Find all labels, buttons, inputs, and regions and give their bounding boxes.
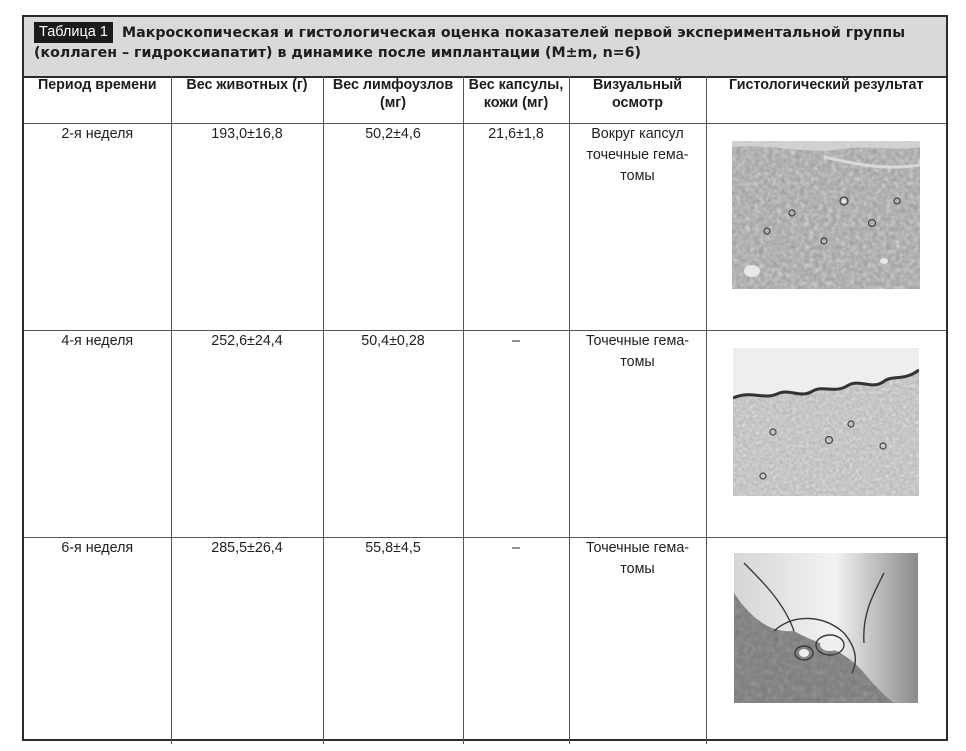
cell-lymph-weight: 50,2±4,6 — [323, 123, 463, 330]
cell-capsule-weight: 21,6±1,8 — [463, 123, 569, 330]
cell-animal-weight: 252,6±24,4 — [171, 330, 323, 537]
header-histology: Гистологический результат — [706, 76, 946, 123]
header-animal-weight: Вес животных (г) — [171, 76, 323, 123]
cell-visual: Вокруг капсул точечные гема-томы — [569, 123, 706, 330]
histology-micrograph-week-4 — [733, 348, 919, 496]
header-lymph-weight: Вес лимфоузлов (мг) — [323, 76, 463, 123]
header-capsule-weight: Вес капсулы, кожи (мг) — [463, 76, 569, 123]
cell-lymph-weight: 50,4±0,28 — [323, 330, 463, 537]
data-table — [24, 76, 946, 744]
table-number-badge: Таблица 1 — [34, 22, 113, 43]
table-row — [24, 537, 946, 744]
cell-histology — [706, 330, 946, 537]
histology-micrograph-week-6 — [734, 553, 918, 703]
cell-lymph-weight: 55,8±4,5 — [323, 537, 463, 744]
cell-period: 4-я неделя — [24, 330, 171, 537]
cell-period: 6-я неделя — [24, 537, 171, 744]
cell-animal-weight: 285,5±26,4 — [171, 537, 323, 744]
table-frame — [22, 15, 948, 741]
header-visual: Визуальный осмотр — [569, 76, 706, 123]
cell-capsule-weight: – — [463, 537, 569, 744]
histology-micrograph-week-2 — [732, 141, 920, 289]
table-caption — [24, 17, 946, 78]
table-row — [24, 330, 946, 537]
cell-visual: Точечные гема-томы — [569, 330, 706, 537]
cell-animal-weight: 193,0±16,8 — [171, 123, 323, 330]
header-row — [24, 76, 946, 123]
cell-period: 2-я неделя — [24, 123, 171, 330]
cell-capsule-weight: – — [463, 330, 569, 537]
cell-histology — [706, 537, 946, 744]
table-row — [24, 123, 946, 330]
header-period: Период времени — [24, 76, 171, 123]
cell-visual: Точечные гема-томы — [569, 537, 706, 744]
table-title: Макроскопическая и гистологическая оценка показателей первой экспериментальной группы (коллаген – гидроксиапатит) в динамике после имплантации (M±m, n=6) — [34, 25, 906, 61]
cell-histology — [706, 123, 946, 330]
